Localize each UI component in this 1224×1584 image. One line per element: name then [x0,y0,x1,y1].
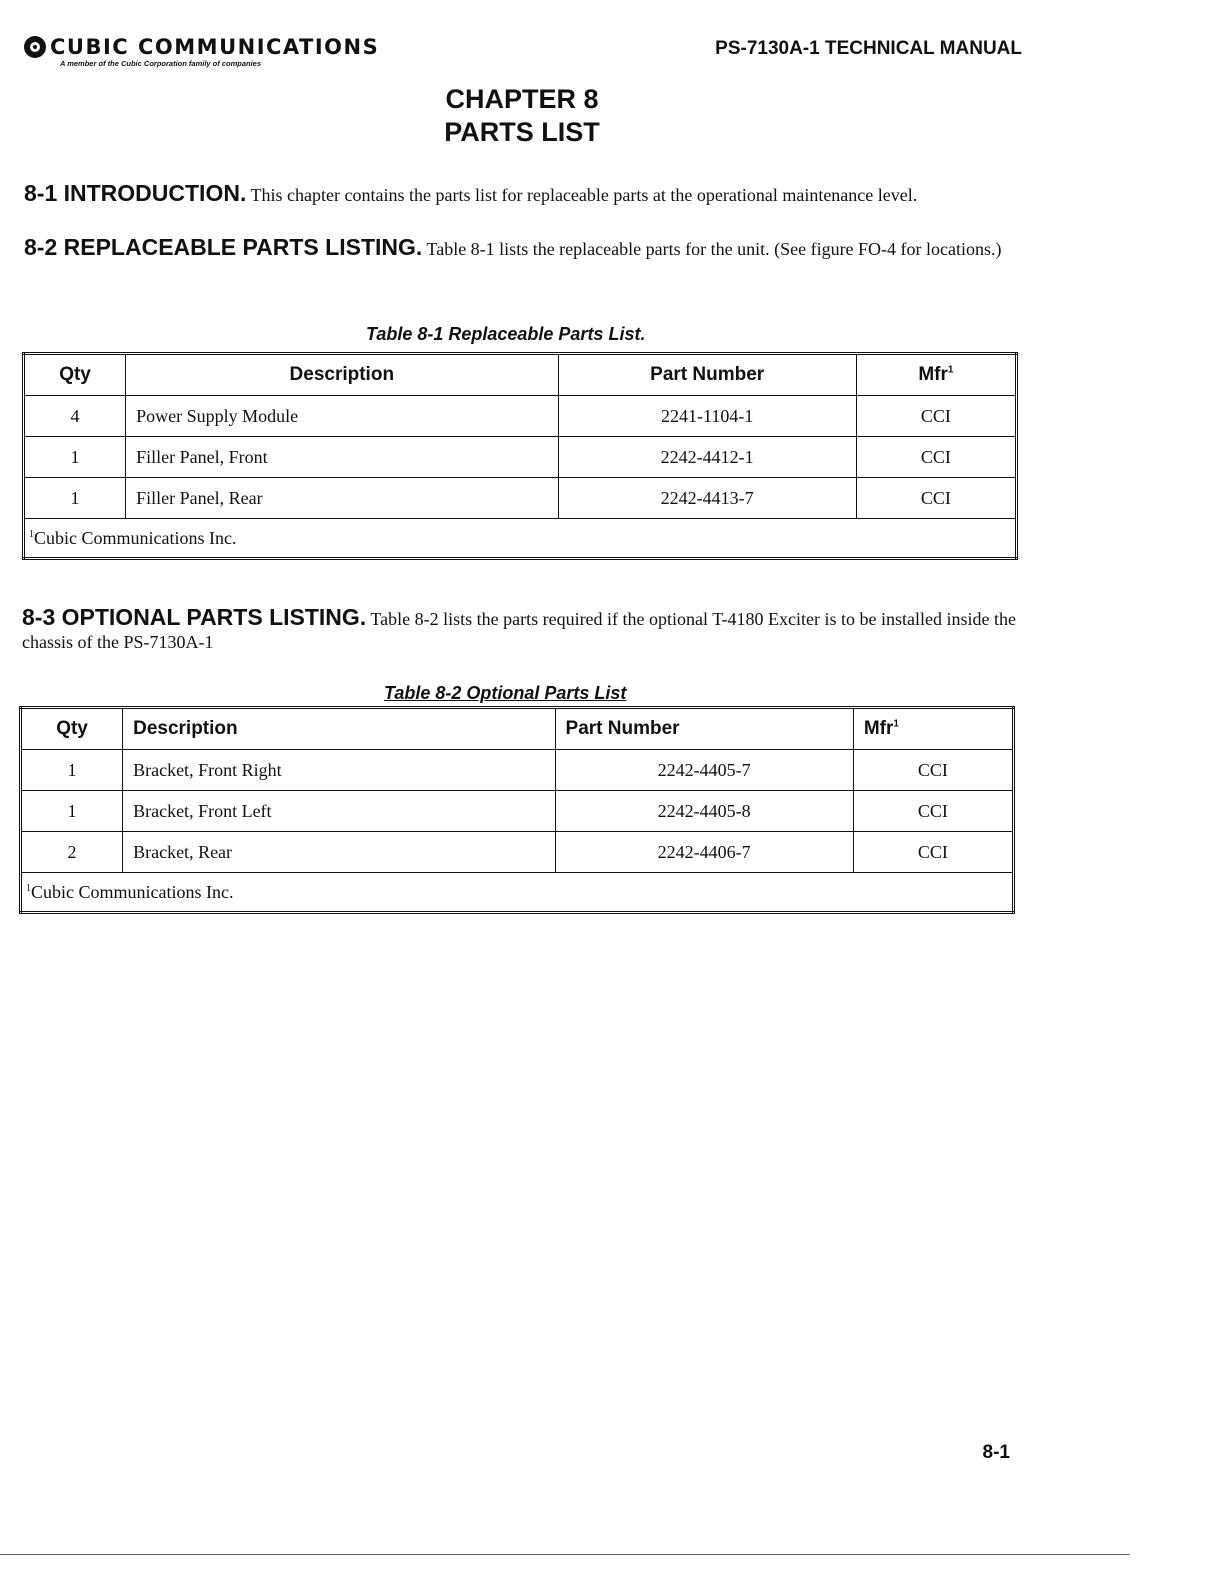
section-optional-parts [22,606,1018,654]
section-heading: 8-3 OPTIONAL PARTS LISTING. [22,604,367,630]
section-replaceable-parts [24,236,1020,261]
col-header-part-number: Part Number [558,354,856,396]
replaceable-parts-table [22,352,1018,560]
footnote-ref: 1 [947,364,954,376]
section-introduction [24,182,1020,207]
cell-qty: 4 [24,396,126,437]
cell-qty: 1 [21,750,123,791]
cubic-globe-icon [24,36,46,58]
footnote-mark: 1 [29,528,34,540]
page-number: 8-1 [982,1442,1010,1463]
cell-qty: 2 [21,832,123,873]
section-body: This chapter contains the parts list for replaceable parts at the operational maintenance level. [250,185,918,205]
manual-title: PS-7130A-1 TECHNICAL MANUAL [715,38,1022,59]
footnote-text: Cubic Communications Inc. [34,527,237,548]
cell-description: Bracket, Front Right [123,750,555,791]
section-body: Table 8-1 lists the replaceable parts for the unit. (See figure FO-4 for locations.) [426,239,1002,259]
section-heading: 8-1 INTRODUCTION. [24,180,247,206]
table-footnote [21,873,1014,913]
footnote-ref: 1 [893,718,899,730]
table-caption: Table 8-2 Optional Parts List [384,683,627,703]
company-logo [24,35,379,68]
cell-description: Bracket, Rear [123,832,555,873]
table-row [24,478,1017,519]
cell-description: Filler Panel, Front [126,437,558,478]
col-header-qty: Qty [21,708,123,750]
col-header-description: Description [126,354,558,396]
table-row [21,791,1014,832]
cell-mfr: CCI [856,437,1016,478]
cell-mfr: CCI [856,478,1016,519]
table-row [24,437,1017,478]
table-header-row [24,354,1017,396]
chapter-number: CHAPTER 8 [445,84,599,114]
table-row [21,750,1014,791]
table-footnote [24,519,1017,559]
cell-part-number: 2241-1104-1 [558,396,856,437]
cell-description: Filler Panel, Rear [126,478,558,519]
optional-parts-table [19,706,1015,914]
cell-qty: 1 [24,437,126,478]
footnote-text: Cubic Communications Inc. [31,881,234,902]
table-header-row [21,708,1014,750]
table-footnote-row [21,873,1014,913]
footnote-mark: 1 [26,882,31,894]
cell-description: Bracket, Front Left [123,791,555,832]
section-body: Table 8-2 lists the parts required if the optional T-4180 Exciter is to be installed inside the chassis of the PS-7130A-1 [22,609,1016,652]
section-heading: 8-2 REPLACEABLE PARTS LISTING. [24,234,423,260]
cell-part-number: 2242-4413-7 [558,478,856,519]
bottom-divider [0,1554,1130,1555]
chapter-title: PARTS LIST [444,117,600,147]
cell-mfr: CCI [853,791,1013,832]
cell-qty: 1 [21,791,123,832]
col-header-mfr: Mfr$^1$ [856,354,1016,396]
logo-text: CUBIC COMMUNICATIONS [50,35,380,59]
cell-qty: 1 [24,478,126,519]
cell-mfr: CCI [856,396,1016,437]
cell-part-number: 2242-4405-7 [555,750,853,791]
table-row [24,396,1017,437]
cell-part-number: 2242-4406-7 [555,832,853,873]
table-row [21,832,1014,873]
col-header-qty: Qty [24,354,126,396]
cell-mfr: CCI [853,832,1013,873]
table-footnote-row [24,519,1017,559]
cell-description: Power Supply Module [126,396,558,437]
cell-mfr: CCI [853,750,1013,791]
cell-part-number: 2242-4412-1 [558,437,856,478]
col-header-part-number: Part Number [555,708,853,750]
logo-tagline: A member of the Cubic Corporation family of companies [60,59,261,68]
table-caption: Table 8-1 Replaceable Parts List. [366,324,646,344]
cell-part-number: 2242-4405-8 [555,791,853,832]
col-header-description: Description [123,708,555,750]
col-header-mfr: Mfr$^1$ [853,708,1013,750]
